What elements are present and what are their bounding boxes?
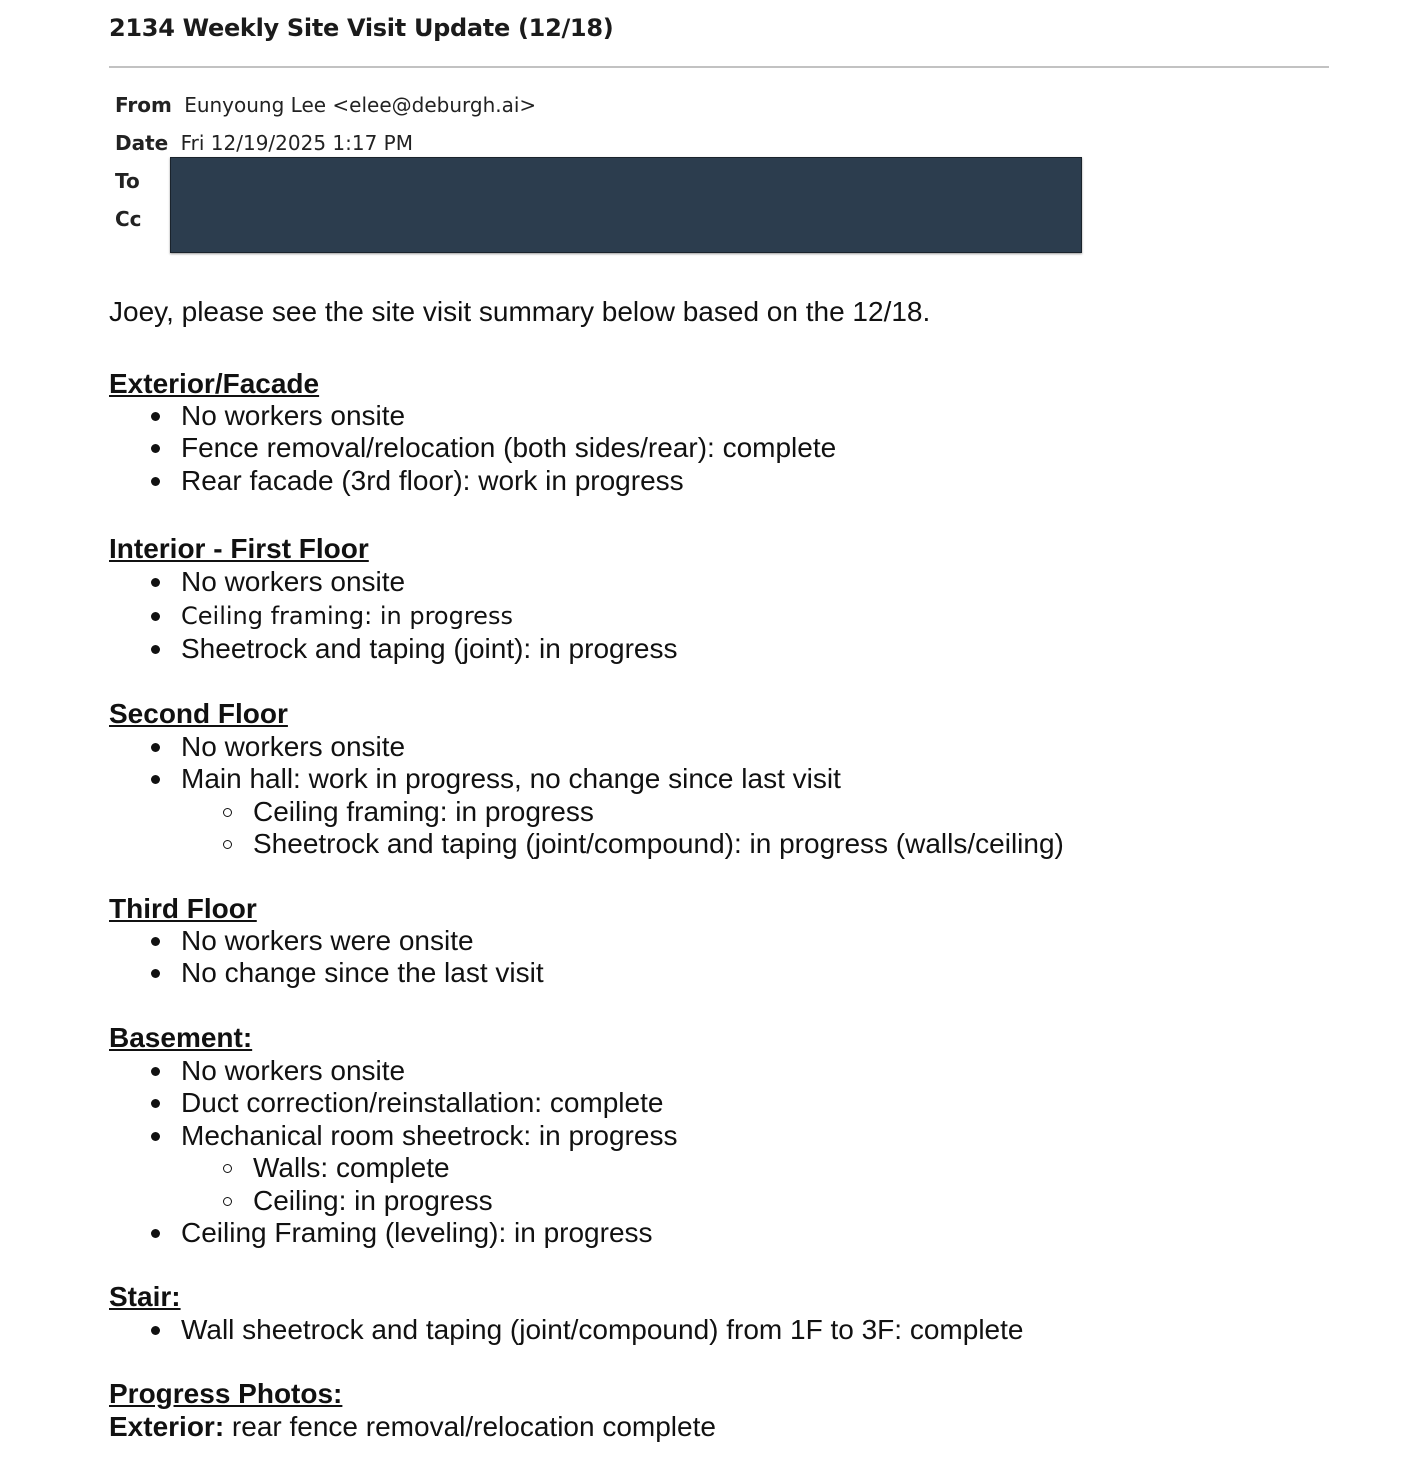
list-item: Duct correction/reinstallation: complete	[109, 1087, 677, 1119]
section-heading-exterior: Exterior/Facade	[109, 368, 320, 399]
list-item: Ceiling framing: in progress	[109, 600, 678, 632]
from-value[interactable]: Eunyoung Lee <elee@deburgh.ai>	[184, 93, 537, 117]
list-item: No workers onsite	[109, 1055, 677, 1087]
list-item: Ceiling Framing (leveling): in progress	[109, 1217, 677, 1249]
email-subject: 2134 Weekly Site Visit Update (12/18)	[109, 14, 614, 42]
date-label: Date	[115, 131, 169, 155]
section-heading-first-floor: Interior - First Floor	[109, 533, 369, 564]
list-third-floor	[109, 925, 544, 990]
list-item: Fence removal/relocation (both sides/rear): complete	[109, 432, 836, 464]
list-exterior	[109, 400, 836, 497]
header-divider	[109, 66, 1329, 68]
list-item: Mechanical room sheetrock: in progress	[109, 1120, 677, 1152]
section-heading-third-floor: Third Floor	[109, 893, 257, 924]
list-first-floor	[109, 566, 678, 665]
list-item: Rear facade (3rd floor): work in progress	[109, 465, 836, 497]
date-value: Fri 12/19/2025 1:17 PM	[180, 131, 413, 155]
recipients-redaction	[170, 157, 1082, 253]
from-row	[115, 93, 536, 117]
sub-list-item: Ceiling framing: in progress	[109, 796, 1064, 828]
list-item: No workers were onsite	[109, 925, 544, 957]
to-label: To	[115, 169, 140, 193]
section-heading-stair: Stair:	[109, 1281, 181, 1312]
to-row	[115, 169, 140, 193]
cc-label: Cc	[115, 207, 142, 231]
cc-row	[115, 207, 142, 231]
photos-caption-label: Exterior:	[109, 1411, 225, 1442]
list-item: No change since the last visit	[109, 957, 544, 989]
intro-text: Joey, please see the site visit summary below based on the 12/18.	[109, 296, 931, 327]
sub-list-item: Walls: complete	[109, 1152, 677, 1184]
sub-list-item: Sheetrock and taping (joint/compound): in progress (walls/ceiling)	[109, 828, 1064, 860]
photos-caption-text: rear fence removal/relocation complete	[224, 1411, 716, 1442]
sub-list-item: Ceiling: in progress	[109, 1185, 677, 1217]
section-heading-progress-photos: Progress Photos:	[109, 1378, 343, 1409]
list-basement	[109, 1055, 677, 1249]
list-second-floor	[109, 731, 1064, 861]
list-item: No workers onsite	[109, 566, 678, 598]
section-heading-basement: Basement:	[109, 1022, 253, 1053]
list-item: Sheetrock and taping (joint): in progress	[109, 633, 678, 665]
list-item: No workers onsite	[109, 731, 1064, 763]
from-label: From	[115, 93, 172, 117]
list-stair	[109, 1314, 1023, 1346]
list-item: Main hall: work in progress, no change since last visit	[109, 763, 1064, 795]
section-heading-second-floor: Second Floor	[109, 698, 288, 729]
list-item: No workers onsite	[109, 400, 836, 432]
list-item: Wall sheetrock and taping (joint/compound) from 1F to 3F: complete	[109, 1314, 1023, 1346]
photos-caption	[109, 1411, 716, 1443]
date-row	[115, 131, 413, 155]
